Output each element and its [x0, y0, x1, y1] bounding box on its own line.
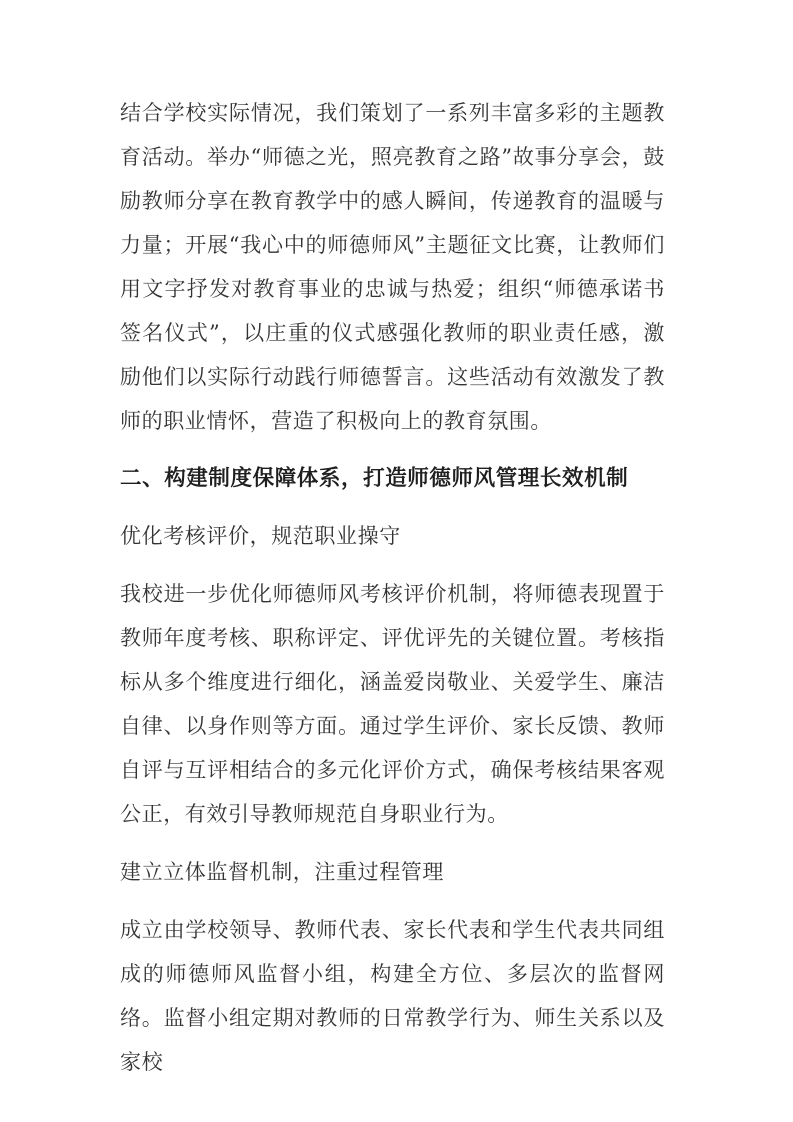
- paragraph-theme-activities: 结合学校实际情况，我们策划了一系列丰富多彩的主题教育活动。举办“师德之光，照亮教育之路”故事分享会，鼓励教师分享在教育教学中的感人瞬间，传递教育的温暖与力量；开展“我心中的师德师风”主题征文比赛，让教师们用文字抒发对教育事业的忠诚与热爱；组织“师德承诺书签名仪式”，以庄重的仪式感强化教师的职业责任感，激励他们以实际行动践行师德誓言。这些活动有效激发了教师的职业情怀，营造了积极向上的教育氛围。: [120, 101, 665, 433]
- subheading-supervision: 建立立体监督机制，注重过程管理: [120, 860, 444, 884]
- section-heading-2: 二、构建制度保障体系，打造师德师风管理长效机制: [120, 466, 629, 491]
- paragraph-supervision-group: 成立由学校领导、教师代表、家长代表和学生代表共同组成的师德师风监督小组，构建全方位、多层次的监督网络。监督小组定期对教师的日常教学行为、师生关系以及家校: [120, 918, 665, 1074]
- subheading-assessment: 优化考核评价，规范职业操守: [120, 524, 401, 548]
- paragraph-assessment-mechanism: 我校进一步优化师德师风考核评价机制，将师德表现置于教师年度考核、职称评定、评优评先的关键位置。考核指标从多个维度进行细化，涵盖爱岗敬业、关爱学生、廉洁自律、以身作则等方面。通过学生评价、家长反馈、教师自评与互评相结合的多元化评价方式，确保考核结果客观公正，有效引导教师规范自身职业行为。: [120, 582, 665, 826]
